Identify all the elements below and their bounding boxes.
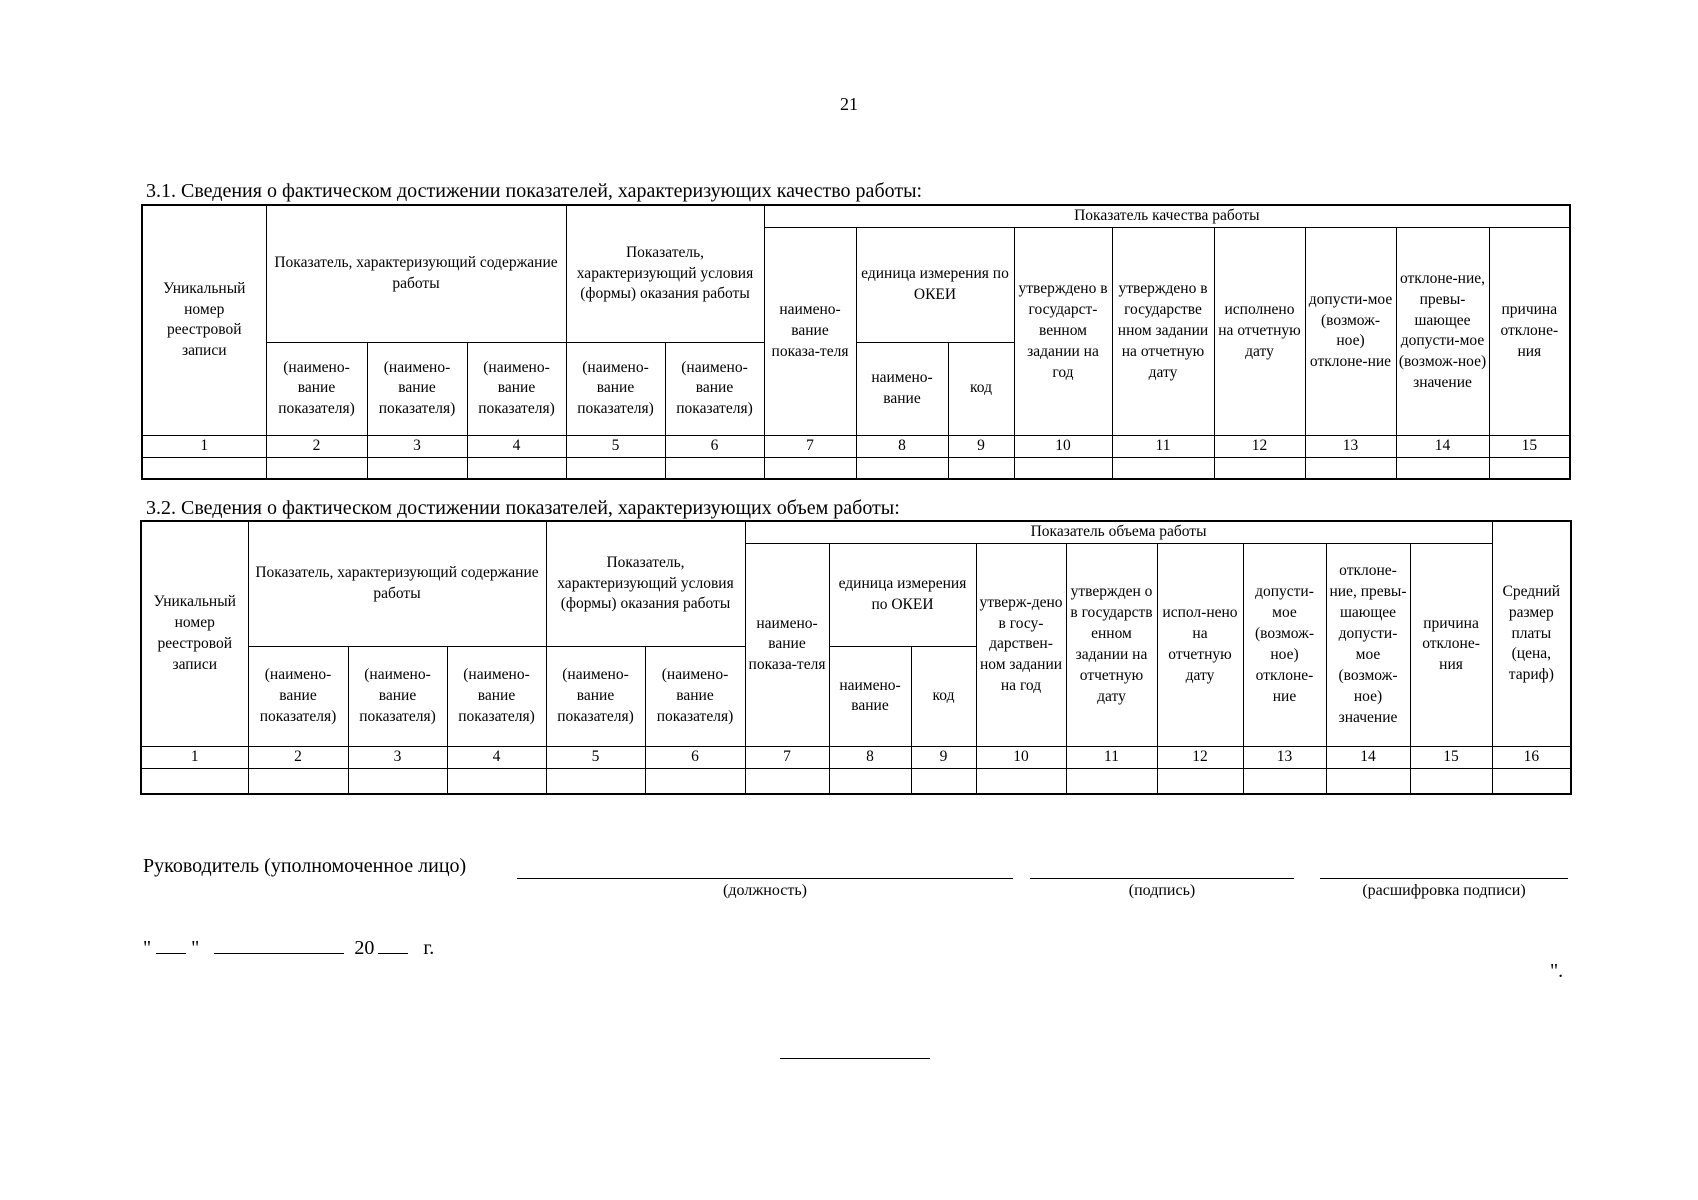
header-approved-year: утверж-дено в госу-дарствен-ном задании на год (976, 543, 1066, 746)
section-3-2-title: 3.2. Сведения о фактическом достижении показателей, характеризующих объем работы: (146, 497, 900, 519)
data-cell[interactable] (467, 457, 566, 479)
signatory-label: Руководитель (уполномоченное лицо) (143, 855, 467, 877)
column-number: 14 (1326, 746, 1410, 768)
data-cell[interactable] (248, 768, 348, 794)
data-cell[interactable] (142, 457, 266, 479)
header-deviation-reason: причина отклоне-ния (1410, 543, 1492, 746)
position-caption: (должность) (723, 882, 807, 899)
data-cell[interactable] (1243, 768, 1326, 794)
year-suffix: г. (423, 937, 435, 959)
date-row (143, 935, 434, 960)
subheader-indicator-name: (наимено-вание показателя) (367, 342, 467, 435)
data-cell[interactable] (911, 768, 976, 794)
column-number: 11 (1112, 435, 1214, 457)
column-number: 13 (1305, 435, 1396, 457)
data-cell[interactable] (764, 457, 856, 479)
data-cell[interactable] (829, 768, 911, 794)
header-unique-record-number: Уникальный номер реестровой записи (142, 205, 266, 435)
header-unit-okei: единица измерения по ОКЕИ (856, 227, 1014, 342)
column-number: 10 (976, 746, 1066, 768)
data-cell[interactable] (1489, 457, 1570, 479)
header-indicator-name: наимено-вание показа-теля (745, 543, 829, 746)
data-cell[interactable] (976, 768, 1066, 794)
column-number: 13 (1243, 746, 1326, 768)
table-row (142, 457, 1570, 479)
column-number: 8 (829, 746, 911, 768)
data-cell[interactable] (1112, 457, 1214, 479)
column-number: 2 (248, 746, 348, 768)
day-field[interactable] (156, 935, 186, 954)
column-number: 8 (856, 435, 948, 457)
header-volume-indicator-group: Показатель объема работы (745, 521, 1492, 543)
header-executed: испол-нено на отчетную дату (1157, 543, 1243, 746)
subheader-indicator-name: (наимено-вание показателя) (266, 342, 367, 435)
header-exceeding-deviation: отклоне-ние, превы-шающее допусти-мое (возмож-ное) значение (1396, 227, 1489, 435)
column-number: 5 (546, 746, 645, 768)
position-field[interactable] (517, 878, 1013, 879)
column-number: 16 (1492, 746, 1571, 768)
column-number: 7 (764, 435, 856, 457)
signature-caption: (подпись) (1128, 882, 1196, 899)
signature-field[interactable] (1030, 878, 1294, 879)
column-number: 4 (467, 435, 566, 457)
column-number: 15 (1410, 746, 1492, 768)
header-indicator-name: наимено-вание показа-теля (764, 227, 856, 435)
column-number: 9 (911, 746, 976, 768)
decoding-caption: (расшифровка подписи) (1362, 882, 1526, 899)
data-cell[interactable] (745, 768, 829, 794)
subheader-indicator-name: (наимено-вание показателя) (447, 646, 546, 746)
header-unit-code: код (911, 646, 976, 746)
data-cell[interactable] (665, 457, 764, 479)
subheader-indicator-name: (наимено-вание показателя) (467, 342, 566, 435)
column-number: 10 (1014, 435, 1112, 457)
subheader-indicator-name: (наимено-вание показателя) (566, 342, 665, 435)
subheader-indicator-name: (наимено-вание показателя) (348, 646, 447, 746)
header-approved-year: утверждено в государст-венном задании на год (1014, 227, 1112, 435)
data-cell[interactable] (856, 457, 948, 479)
column-numbers-row (142, 435, 1570, 457)
table-row (141, 768, 1571, 794)
data-cell[interactable] (1396, 457, 1489, 479)
column-number: 11 (1066, 746, 1157, 768)
data-cell[interactable] (447, 768, 546, 794)
header-unit-name: наимено-вание (856, 342, 948, 435)
data-cell[interactable] (1492, 768, 1571, 794)
data-cell[interactable] (948, 457, 1014, 479)
column-number: 14 (1396, 435, 1489, 457)
header-deviation-reason: причина отклоне-ния (1489, 227, 1570, 435)
header-content-indicator: Показатель, характеризующий содержание работы (248, 521, 546, 646)
volume-indicators-table (140, 520, 1572, 795)
column-number: 6 (645, 746, 745, 768)
quality-indicators-table (141, 204, 1571, 480)
data-cell[interactable] (1014, 457, 1112, 479)
signature-decoding-field[interactable] (1320, 878, 1568, 879)
column-number: 7 (745, 746, 829, 768)
column-number: 3 (348, 746, 447, 768)
subheader-indicator-name: (наимено-вание показателя) (645, 646, 745, 746)
column-number: 1 (142, 435, 266, 457)
header-content-indicator: Показатель, характеризующий содержание работы (266, 205, 566, 342)
data-cell[interactable] (566, 457, 665, 479)
column-number: 12 (1214, 435, 1305, 457)
header-unit-code: код (948, 342, 1014, 435)
data-cell[interactable] (1305, 457, 1396, 479)
header-conditions-indicator: Показатель, характеризующий условия (формы) оказания работы (566, 205, 764, 342)
data-cell[interactable] (141, 768, 248, 794)
subheader-indicator-name: (наимено-вание показателя) (665, 342, 764, 435)
data-cell[interactable] (1214, 457, 1305, 479)
section-3-1-title: 3.1. Сведения о фактическом достижении показателей, характеризующих качество работы: (146, 180, 923, 202)
column-number: 3 (367, 435, 467, 457)
column-number: 1 (141, 746, 248, 768)
footer-separator-line (780, 1058, 930, 1059)
data-cell[interactable] (1326, 768, 1410, 794)
header-allowed-deviation: допусти-мое (возмож-ное) отклоне-ние (1305, 227, 1396, 435)
data-cell[interactable] (348, 768, 447, 794)
column-number: 4 (447, 746, 546, 768)
column-number: 5 (566, 435, 665, 457)
data-cell[interactable] (266, 457, 367, 479)
data-cell[interactable] (546, 768, 645, 794)
data-cell[interactable] (645, 768, 745, 794)
year-prefix: 20 (354, 937, 375, 959)
page-number: 21 (840, 94, 858, 114)
header-quality-indicator-group: Показатель качества работы (764, 205, 1570, 227)
date-close-quote: " (191, 937, 200, 959)
column-number: 9 (948, 435, 1014, 457)
column-number: 15 (1489, 435, 1570, 457)
column-number: 12 (1157, 746, 1243, 768)
column-numbers-row (141, 746, 1571, 768)
header-approved-date: утвержден о в государств енном задании на отчетную дату (1066, 543, 1157, 746)
closing-quote-mark: ". (1550, 960, 1564, 982)
header-executed: исполнено на отчетную дату (1214, 227, 1305, 435)
month-field[interactable] (214, 935, 344, 954)
data-cell[interactable] (367, 457, 467, 479)
data-cell[interactable] (1066, 768, 1157, 794)
column-number: 2 (266, 435, 367, 457)
data-cell[interactable] (1410, 768, 1492, 794)
column-number: 6 (665, 435, 764, 457)
header-conditions-indicator: Показатель, характеризующий условия (формы) оказания работы (546, 521, 745, 646)
date-open-quote: " (143, 937, 152, 959)
header-approved-date: утверждено в государстве нном задании на отчетную дату (1112, 227, 1214, 435)
year-field[interactable] (378, 935, 408, 954)
header-unit-okei: единица измерения по ОКЕИ (829, 543, 976, 646)
header-allowed-deviation: допусти-мое (возмож-ное) отклоне-ние (1243, 543, 1326, 746)
subheader-indicator-name: (наимено-вание показателя) (546, 646, 645, 746)
header-exceeding-deviation: отклоне-ние, превы-шающее допусти-мое (возмож-ное) значение (1326, 543, 1410, 746)
data-cell[interactable] (1157, 768, 1243, 794)
header-average-fee: Средний размер платы (цена, тариф) (1492, 521, 1571, 746)
header-unique-record-number: Уникальный номер реестровой записи (141, 521, 248, 746)
subheader-indicator-name: (наимено-вание показателя) (248, 646, 348, 746)
header-unit-name: наимено-вание (829, 646, 911, 746)
